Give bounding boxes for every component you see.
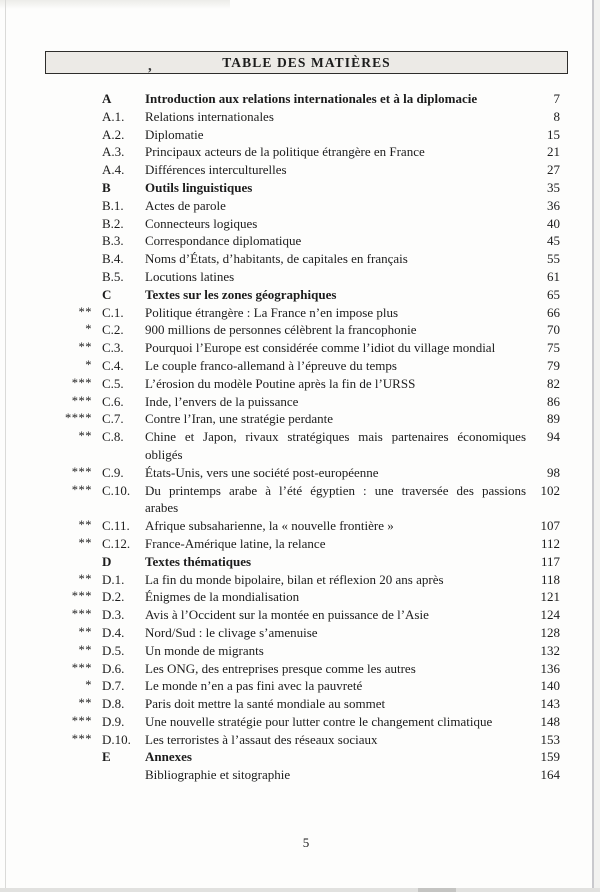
entry-title-line1: L’érosion du modèle Poutine après la fin de l’URSS [145,375,416,391]
toc-row [0,250,560,268]
section-number: C.9. [102,464,124,480]
toc-row [0,642,560,660]
entry-title [145,535,526,553]
entry-title [145,143,526,161]
difficulty-stars: ** [78,340,92,355]
entry-title [145,660,526,678]
entry-title-line2: obligés [145,446,183,462]
entry-title-line1: Noms d’États, d’habitants, de capitales en français [145,251,408,267]
toc-row [0,535,560,553]
toc-row [0,126,560,144]
page-ref: 79 [547,357,560,373]
page-title: TABLE DES MATIÈRES [222,54,391,70]
entry-title-line1: Inde, l’envers de la puissance [145,393,299,409]
difficulty-stars: *** [71,713,92,728]
section-number: E [102,749,111,765]
section-number: B.5. [102,268,124,284]
entry-title [145,731,526,749]
difficulty-stars: * [85,357,92,372]
toc-row [0,553,560,571]
entry-title [145,624,526,642]
entry-title-line1: Textes sur les zones géographiques [145,286,337,302]
scan-noise-mark: , [148,58,152,74]
page-ref: 117 [540,553,560,569]
toc-row [0,606,560,624]
difficulty-stars: *** [71,731,92,746]
page-ref: 107 [540,518,560,534]
entry-title [145,179,526,197]
difficulty-stars: * [85,322,92,337]
entry-title [145,588,526,606]
section-number: C.11. [102,518,130,534]
page-ref: 148 [540,713,560,729]
entry-title [145,357,526,375]
section-number: D.10. [102,731,131,747]
difficulty-stars: **** [65,411,92,426]
toc-row [0,268,560,286]
page-ref: 86 [547,393,560,409]
difficulty-stars: ** [78,696,92,711]
entry-title [145,268,526,286]
toc-row [0,179,560,197]
section-number: C.5. [102,375,124,391]
section-number: B.4. [102,251,124,267]
page-ref: 61 [547,268,560,284]
difficulty-stars: *** [71,607,92,622]
entry-title-line1: Politique étrangère : La France n’en impose plus [145,304,399,320]
section-number: D [102,553,112,569]
entry-title [145,126,526,144]
toc-row [0,393,560,411]
page-ref: 82 [547,375,560,391]
entry-title [145,304,526,322]
toc-row [0,695,560,713]
entry-title [145,108,526,126]
entry-title [145,393,526,411]
section-number: C.6. [102,393,124,409]
entry-title-line1: Une nouvelle stratégie pour lutter contre le changement climatique [145,713,493,729]
page-ref: 70 [547,322,560,338]
section-number: C.4. [102,357,124,373]
section-number: C.1. [102,304,124,320]
entry-title [145,232,526,250]
page-ref: 140 [540,678,560,694]
entry-title-line1: Avis à l’Occident sur la montée en puissance de l’Asie [145,607,429,623]
page-ref: 124 [540,607,560,623]
toc-row [0,357,560,375]
entry-title-line1: Différences interculturelles [145,162,287,178]
toc-row [0,304,560,322]
entry-title-line1: Actes de parole [145,197,226,213]
entry-title-line1: Outils linguistiques [145,179,253,195]
difficulty-stars: ** [78,642,92,657]
entry-title-line1: Relations internationales [145,108,274,124]
entry-title-line1: Principaux acteurs de la politique étrangère en France [145,144,425,160]
entry-title-line1: États-Unis, vers une société post-européenne [145,464,379,480]
page-ref: 40 [547,215,560,231]
toc-row [0,624,560,642]
entry-title [145,90,526,108]
entry-title [145,428,526,464]
toc-row [0,731,560,749]
toc-row [0,482,560,518]
page-ref: 36 [547,197,560,213]
page-ref: 112 [540,535,560,551]
page-ref: 8 [553,108,560,124]
difficulty-stars: ** [78,518,92,533]
section-number: D.2. [102,589,125,605]
page-ref: 132 [540,642,560,658]
entry-title [145,713,526,731]
entry-title-line1: Le monde n’en a pas fini avec la pauvreté [145,678,363,694]
section-number: D.6. [102,660,125,676]
toc-row [0,713,560,731]
entry-title-line1: Afrique subsaharienne, la « nouvelle frontière » [145,518,394,534]
difficulty-stars: *** [71,393,92,408]
page-ref: 45 [547,233,560,249]
toc-row [0,464,560,482]
page-ref: 159 [540,749,560,765]
entry-title [145,197,526,215]
page-ref: 121 [540,589,560,605]
page-ref: 15 [547,126,560,142]
toc-row [0,571,560,589]
page-ref: 66 [547,304,560,320]
page-ref: 65 [547,286,560,302]
toc-row [0,410,560,428]
page-ref: 55 [547,251,560,267]
toc-row [0,286,560,304]
toc-row [0,766,560,784]
entry-title-line1: Du printemps arabe à l’été égyptien : une traversée des passions [145,482,526,498]
entry-title-line1: Bibliographie et sitographie [145,767,291,783]
entry-title [145,642,526,660]
page-ref: 102 [540,482,560,498]
page-ref: 153 [540,731,560,747]
toc-row [0,321,560,339]
section-number: C.2. [102,322,124,338]
scan-right-margin [594,0,600,892]
difficulty-stars: *** [71,660,92,675]
section-number: B.2. [102,215,124,231]
table-of-contents [0,90,560,784]
section-number: B.1. [102,197,124,213]
entry-title-line1: Textes thématiques [145,553,252,569]
entry-title-line1: Les terroristes à l’assaut des réseaux sociaux [145,731,378,747]
section-number: C.12. [102,535,131,551]
section-number: C.8. [102,429,124,445]
section-number: C [102,286,112,302]
section-number: A.4. [102,162,125,178]
entry-title-line1: Connecteurs logiques [145,215,258,231]
page-ref: 35 [547,179,560,195]
toc-row [0,375,560,393]
entry-title [145,250,526,268]
entry-title [145,375,526,393]
difficulty-stars: ** [78,535,92,550]
toc-row [0,517,560,535]
difficulty-stars: ** [78,571,92,586]
entry-title-line1: Contre l’Iran, une stratégie perdante [145,411,334,427]
entry-title [145,571,526,589]
page-ref: 21 [547,144,560,160]
entry-title-line1: Diplomatie [145,126,204,142]
difficulty-stars: ** [78,429,92,444]
entry-title-line1: Pourquoi l’Europe est considérée comme l’idiot du village mondial [145,340,496,356]
difficulty-stars: *** [71,375,92,390]
entry-title-line1: Correspondance diplomatique [145,233,302,249]
toc-row [0,588,560,606]
difficulty-stars: *** [71,482,92,497]
section-number: C.10. [102,482,131,498]
entry-title [145,517,526,535]
toc-row [0,197,560,215]
entry-title-line1: Locutions latines [145,268,235,284]
scan-top-shade [0,0,230,9]
difficulty-stars: *** [71,464,92,479]
page-ref: 89 [547,411,560,427]
entry-title-line1: Introduction aux relations internationales et à la diplomacie [145,91,478,106]
page-ref: 164 [540,767,560,783]
entry-title [145,410,526,428]
entry-title-line1: Paris doit mettre la santé mondiale au sommet [145,696,386,712]
toc-row [0,161,560,179]
toc-row [0,748,560,766]
toc-header-box [45,51,568,74]
page-ref: 75 [547,340,560,356]
entry-title [145,339,526,357]
difficulty-stars: *** [71,589,92,604]
page-ref: 98 [547,464,560,480]
entry-title [145,321,526,339]
section-number: C.7. [102,411,124,427]
page-ref: 118 [540,571,560,587]
page-ref: 27 [547,162,560,178]
section-number: D.8. [102,696,125,712]
page-ref: 7 [553,91,560,106]
folio-page-number: 5 [302,835,310,850]
entry-title [145,606,526,624]
section-number: D.3. [102,607,125,623]
section-number: D.1. [102,571,125,587]
entry-title [145,286,526,304]
section-number: D.4. [102,624,125,640]
section-number: C.3. [102,340,124,356]
entry-title [145,215,526,233]
scan-bottom-smudge [418,888,456,892]
entry-title-line1: Énigmes de la mondialisation [145,589,300,605]
section-number: D.9. [102,713,125,729]
toc-row [0,90,560,108]
toc-row [0,215,560,233]
entry-title [145,748,526,766]
entry-title-line1: 900 millions de personnes célèbrent la francophonie [145,322,417,338]
section-number: B [102,179,111,195]
section-number: B.3. [102,233,124,249]
section-number: A.1. [102,108,125,124]
difficulty-stars: ** [78,624,92,639]
entry-title [145,766,526,784]
toc-row [0,428,560,464]
difficulty-stars: * [85,678,92,693]
entry-title-line1: France-Amérique latine, la relance [145,535,326,551]
entry-title-line1: Annexes [145,749,192,765]
section-number: D.7. [102,678,125,694]
toc-row [0,232,560,250]
page-ref: 136 [540,660,560,676]
toc-row [0,143,560,161]
entry-title-line1: La fin du monde bipolaire, bilan et réflexion 20 ans après [145,571,444,587]
section-number: A [102,91,112,106]
toc-row [0,339,560,357]
entry-title-line1: Nord/Sud : le clivage s’amenuise [145,624,318,640]
page-ref: 94 [547,429,560,445]
section-number: A.2. [102,126,125,142]
entry-title [145,464,526,482]
toc-row [0,108,560,126]
entry-title-line2: arabes [145,500,179,516]
scan-bottom-edge [0,888,600,892]
difficulty-stars: ** [78,304,92,319]
section-number: D.5. [102,642,125,658]
entry-title [145,161,526,179]
section-number: A.3. [102,144,125,160]
page-ref: 128 [540,624,560,640]
entry-title-line1: Les ONG, des entreprises presque comme les autres [145,660,416,676]
entry-title-line1: Le couple franco-allemand à l’épreuve du temps [145,357,397,373]
toc-row [0,660,560,678]
entry-title [145,695,526,713]
entry-title [145,553,526,571]
toc-row [0,677,560,695]
entry-title [145,482,526,518]
entry-title [145,677,526,695]
page-ref: 143 [540,696,560,712]
entry-title-line1: Un monde de migrants [145,642,264,658]
entry-title-line1: Chine et Japon, rivaux stratégiques mais partenaires économiques [145,429,526,445]
